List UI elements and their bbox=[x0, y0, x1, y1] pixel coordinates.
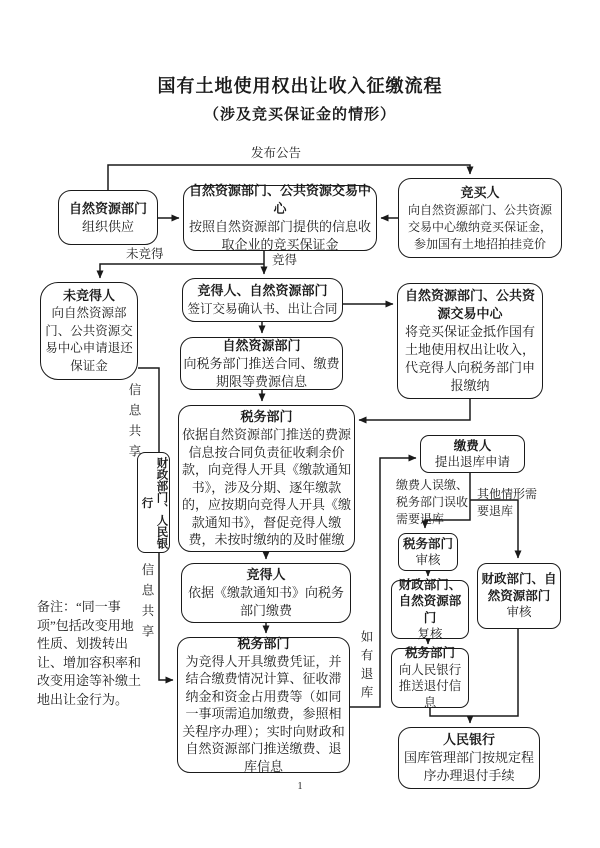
node-body: 向自然资源部门、公共资源交易中心缴纳竞买保证金，参加国有土地招拍挂竞价 bbox=[407, 202, 552, 251]
node-body: 向人民银行推送退付信息 bbox=[398, 662, 462, 710]
node-title: 税务部门 bbox=[404, 646, 455, 660]
node-fiscal-review bbox=[477, 563, 561, 629]
label-payer-mistake-refund: 缴费人误缴、税务部门误收需要退库 bbox=[396, 478, 469, 526]
node-title: 竞得人 bbox=[246, 567, 286, 582]
node-tax-department-receipt bbox=[177, 637, 350, 773]
label-other-refund: 其他情形需要退库 bbox=[477, 487, 538, 518]
node-title: 财政部门、自然资源部门 bbox=[481, 572, 557, 603]
node-body: 复核 bbox=[417, 627, 443, 641]
label-info-share-bottom: 信息共享 bbox=[140, 563, 154, 645]
note-remark: 备注：“同一事项”包括改变用地性质、划拨转出让、增加容积率和改变用途等补缴土地出让金行为。 bbox=[37, 599, 142, 707]
label-info-share-top: 信息共享 bbox=[127, 383, 141, 465]
node-title: 自然资源部门 bbox=[222, 337, 301, 353]
node-body: 向自然资源部门、公共资源交易中心申请退还保证金 bbox=[45, 306, 133, 373]
node-not-won-person bbox=[40, 282, 138, 380]
node-title: 税务部门 bbox=[240, 409, 293, 425]
node-payer-refund-request bbox=[420, 435, 525, 473]
node-tax-review bbox=[398, 533, 458, 571]
node-body: 按照自然资源部门提供的信息收取企业的竞买保证金 bbox=[188, 219, 371, 252]
node-body: 签订交易确认书、出让合同 bbox=[187, 302, 338, 316]
node-body: 提出退库申请 bbox=[434, 455, 510, 469]
node-body: 依据自然资源部门推送的费源信息按合同负责征收剩余价款，向竞得人开具《缴款通知书》，涉及分期、逐年缴款的，应按期向竞得人开具《缴款通知书》，督促竞得人缴费，未按时缴纳的及时催缴 bbox=[181, 427, 351, 548]
connector-row2right-to-taxbig bbox=[359, 399, 470, 420]
node-body: 组织供应 bbox=[81, 218, 134, 234]
node-title: 人民银行 bbox=[442, 732, 495, 747]
label-publish-announcement: 发布公告 bbox=[251, 146, 302, 160]
label-won: 竞得 bbox=[272, 253, 298, 267]
label-not-won: 未竞得 bbox=[126, 247, 164, 261]
node-fiscal-recheck bbox=[391, 577, 469, 641]
node-title: 财政部门、人民银行 bbox=[140, 456, 168, 549]
node-body: 为竞得人开具缴费凭证，并结合缴费情况计算、征收滞纳金和资金占用费等（如同一事项需追加缴费，参照相关程序办理）；实时向财政和自然资源部门推送缴费、退库信息 bbox=[182, 653, 345, 774]
node-peoples-bank-treasury bbox=[398, 727, 540, 789]
node-sign-contract bbox=[182, 278, 343, 322]
node-bidder bbox=[398, 178, 562, 258]
node-winner-pay bbox=[181, 563, 351, 623]
node-title: 缴费人 bbox=[453, 438, 492, 453]
node-natural-resources-push-info bbox=[180, 337, 343, 390]
node-body: 审核 bbox=[506, 605, 532, 620]
node-tax-push-refund-info bbox=[391, 648, 469, 708]
page-title: 国有土地使用权出让收入征缴流程 bbox=[157, 76, 443, 96]
node-title: 财政部门、自然资源部门 bbox=[398, 577, 462, 625]
page-number: 1 bbox=[297, 781, 303, 792]
node-body: 依据《缴款通知书》向税务部门缴费 bbox=[187, 585, 344, 618]
node-title: 自然资源部门 bbox=[68, 200, 147, 216]
node-body: 向税务部门推送合同、缴费期限等费源信息 bbox=[183, 355, 340, 389]
node-tax-department-collect bbox=[178, 405, 355, 552]
node-title: 竞买人 bbox=[460, 184, 500, 200]
connector-notwon-branch bbox=[100, 264, 264, 278]
node-title: 税务部门 bbox=[403, 536, 454, 551]
label-if-refund: 如有退库 bbox=[359, 630, 373, 704]
node-title: 自然资源部门、公共资源交易中心 bbox=[188, 183, 371, 216]
node-trade-center-collect-deposit bbox=[183, 185, 377, 251]
node-title: 税务部门 bbox=[237, 635, 290, 651]
node-title: 自然资源部门、公共资源交易中心 bbox=[404, 288, 535, 321]
node-title: 竞得人、自然资源部门 bbox=[197, 283, 328, 298]
node-body: 国库管理部门按规定程序办理退付手续 bbox=[403, 750, 534, 783]
node-body: 审核 bbox=[415, 553, 441, 567]
node-trade-center-offset-deposit bbox=[397, 283, 543, 399]
node-natural-resources-supply bbox=[58, 190, 158, 245]
page-subtitle: （涉及竞买保证金的情形） bbox=[203, 107, 396, 123]
node-fiscal-dept-peoples-bank bbox=[137, 452, 170, 553]
node-body: 将竞买保证金抵作国有土地使用权出让收入，代竞得人向税务部门申报缴纳 bbox=[404, 324, 535, 393]
node-title: 未竞得人 bbox=[62, 288, 115, 303]
